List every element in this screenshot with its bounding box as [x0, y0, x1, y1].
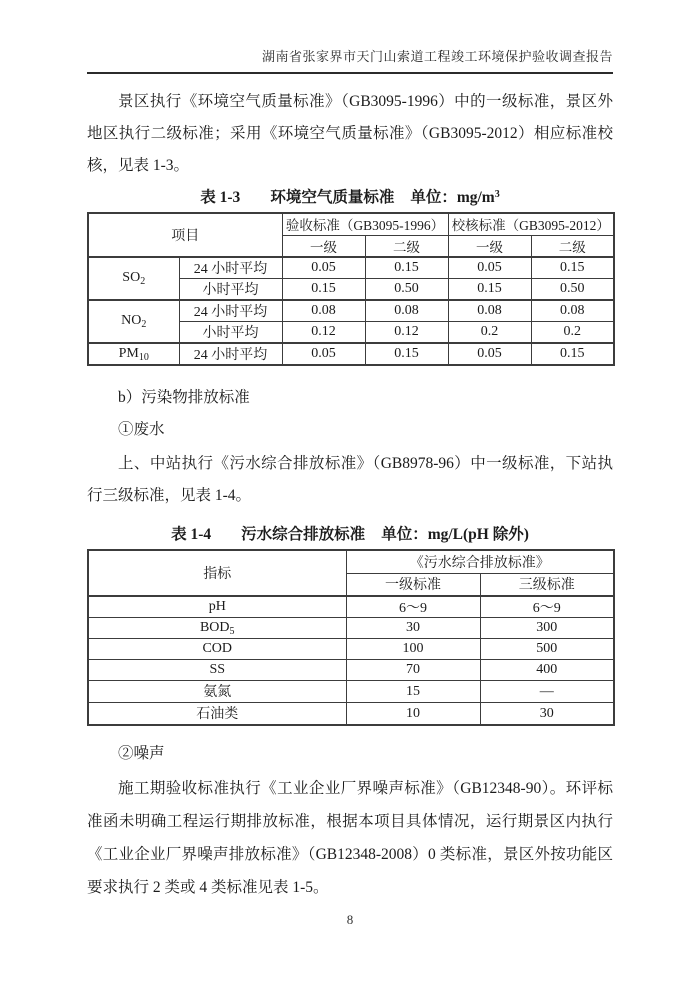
table-row: [88, 550, 614, 573]
value-cell: 0.08: [448, 300, 531, 322]
value-cell: 0.15: [365, 343, 448, 365]
value-cell: 0.05: [448, 257, 531, 279]
table-1-4-title: 污水综合排放标准: [241, 526, 366, 543]
value-cell: 0.50: [531, 279, 614, 301]
period-cell: 24 小时平均: [179, 300, 282, 322]
table-row-ammonia: [88, 681, 614, 703]
table-row-so2-24h: [88, 257, 614, 279]
table-row-no2-24h: [88, 300, 614, 322]
header-acceptance-standard: 验收标准（GB3095-1996）: [282, 213, 448, 235]
wastewater-standards-table: [87, 549, 615, 726]
header-grade1: 一级: [282, 235, 365, 257]
paragraph-wastewater: 上、中站执行《污水综合排放标准》（GB8978-96）中一级标准，下站执行三级标准，见表 1-4。: [87, 455, 613, 504]
value-cell: 300: [480, 618, 614, 639]
header-standard-name: 《污水综合排放标准》: [346, 550, 614, 573]
header-grade3-standard: 三级标准: [480, 573, 614, 596]
table-row-pm10-24h: [88, 343, 614, 365]
value-cell: 0.08: [365, 300, 448, 322]
value-cell: 0.08: [531, 300, 614, 322]
value-cell: 0.05: [448, 343, 531, 365]
value-cell: 6～9: [480, 596, 614, 618]
table-1-3-caption: [87, 182, 613, 211]
table-1-4-unit: 单位：mg/L(pH 除外): [381, 526, 529, 543]
heading-wastewater: ①废水: [118, 421, 165, 438]
subscript: 5: [229, 625, 235, 637]
header-check-standard: 校核标准（GB3095-2012）: [448, 213, 614, 235]
value-cell: 0.15: [448, 279, 531, 301]
table-1-3-unit: 单位：$mg/m^3$: [410, 189, 500, 206]
page-number: 8: [346, 912, 354, 927]
subscript: 2: [141, 319, 147, 330]
value-cell: 0.15: [531, 257, 614, 279]
period-cell: 24 小时平均: [179, 257, 282, 279]
value-cell: 0.15: [531, 343, 614, 365]
indicator-cell: SS: [88, 660, 346, 681]
indicator-cell: COD: [88, 639, 346, 660]
header-grade2: 二级: [365, 235, 448, 257]
value-cell: 0.15: [282, 279, 365, 301]
indicator-cell: pH: [88, 596, 346, 618]
table-row-ss: [88, 660, 614, 681]
value-cell: 70: [346, 660, 480, 681]
value-cell: —: [480, 681, 614, 703]
table-row-petroleum: [88, 703, 614, 726]
header-indicator: 指标: [88, 550, 346, 596]
value-cell: 500: [480, 639, 614, 660]
subscript: 2: [140, 276, 146, 287]
value-cell: 0.2: [448, 322, 531, 344]
substance-so2: $SO_2$: [88, 257, 179, 300]
value-cell: 30: [346, 618, 480, 639]
value-cell: 0.12: [282, 322, 365, 344]
header-grade1-standard: 一级标准: [346, 573, 480, 596]
value-cell: 0.50: [365, 279, 448, 301]
value-cell: 10: [346, 703, 480, 726]
substance-pm10: $PM_{10}$: [88, 343, 179, 365]
header-grade2: 二级: [531, 235, 614, 257]
header-grade1: 一级: [448, 235, 531, 257]
period-cell: 小时平均: [179, 279, 282, 301]
heading-noise: ②噪声: [118, 745, 165, 762]
value-cell: 30: [480, 703, 614, 726]
paragraph-air-quality: 景区执行《环境空气质量标准》（GB3095-1996）中的一级标准，景区外地区执行二级标准；采用《环境空气质量标准》（GB3095-2012）相应标准校核，见表 1-3。: [87, 93, 613, 174]
period-cell: 24 小时平均: [179, 343, 282, 365]
substance-no2: $NO_2$: [88, 300, 179, 343]
report-title: 湖南省张家界市天门山索道工程竣工环境保护验收调查报告: [261, 49, 613, 64]
heading-pollutant-standards: b）污染物排放标准: [118, 389, 250, 406]
value-cell: 6～9: [346, 596, 480, 618]
table-1-4-label: 表 1-4: [171, 526, 212, 543]
indicator-cell: 氨氮: [88, 681, 346, 703]
table-1-3-title: 环境空气质量标准: [270, 189, 395, 206]
indicator-cell: $BOD_5$: [88, 618, 346, 639]
period-cell: 小时平均: [179, 322, 282, 344]
value-cell: 0.2: [531, 322, 614, 344]
indicator-cell: 石油类: [88, 703, 346, 726]
table-row-bod5: [88, 618, 614, 639]
table-row-cod: [88, 639, 614, 660]
value-cell: 0.05: [282, 257, 365, 279]
header-item: 项目: [88, 213, 282, 257]
value-cell: 15: [346, 681, 480, 703]
air-quality-standards-table: [87, 212, 615, 366]
table-row: [88, 213, 614, 235]
table-row-ph: [88, 596, 614, 618]
paragraph-noise: 施工期验收标准执行《工业企业厂界噪声标准》（GB12348-90）。环评标准函未明确工程运行期排放标准，根据本项目具体情况，运行期景区内执行《工业企业厂界噪声排放标准》（GB12348-2008）0 类标准，景区外按功能区要求执行 2 类或 4 类标准见表 1-5。: [87, 780, 613, 896]
value-cell: 0.08: [282, 300, 365, 322]
value-cell: 400: [480, 660, 614, 681]
value-cell: 0.05: [282, 343, 365, 365]
value-cell: 0.15: [365, 257, 448, 279]
value-cell: 0.12: [365, 322, 448, 344]
table-1-3-label: 表 1-3: [200, 189, 241, 206]
unit-superscript: 3: [494, 189, 500, 200]
subscript: 10: [138, 351, 149, 363]
table-1-4-caption: [87, 522, 613, 548]
value-cell: 100: [346, 639, 480, 660]
running-header: [87, 46, 613, 74]
